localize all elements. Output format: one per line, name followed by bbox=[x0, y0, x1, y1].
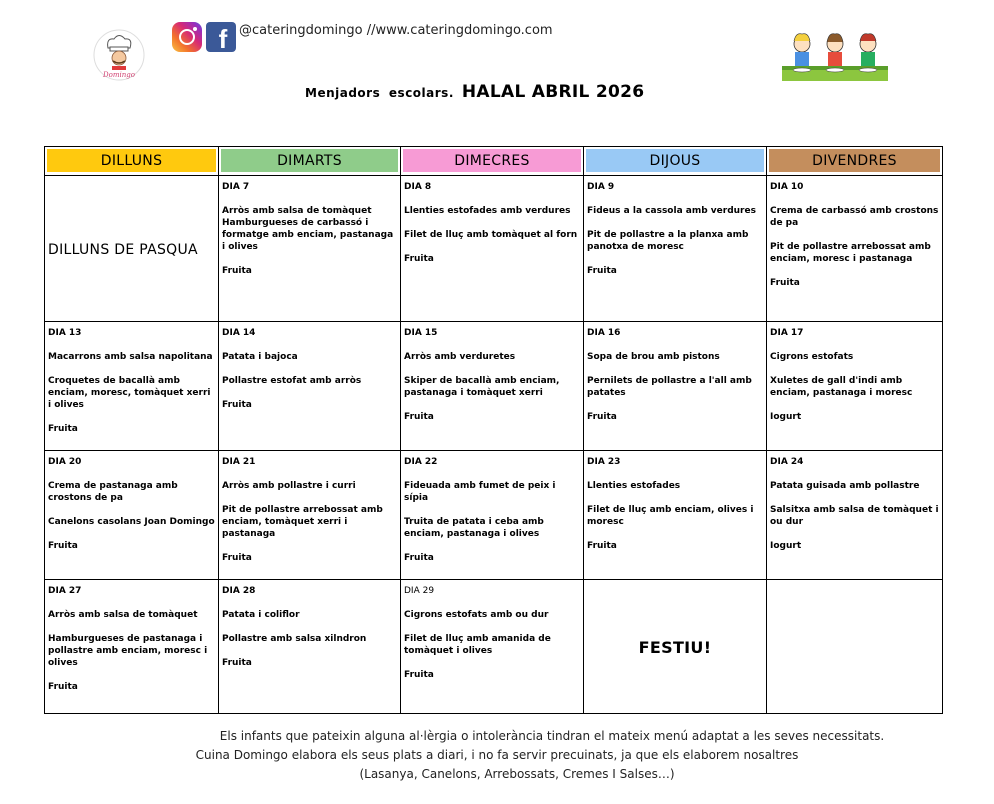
dish: Skiper de bacallà amb enciam, pastanaga i tomàquet xerri bbox=[404, 376, 560, 398]
day-number: DIA 16 bbox=[587, 328, 621, 338]
weekday-monday: DILLUNS bbox=[47, 149, 216, 172]
day-cell bbox=[401, 451, 584, 580]
dish: Fruita bbox=[48, 682, 78, 692]
dish: Fruita bbox=[404, 254, 434, 264]
week-row bbox=[45, 580, 943, 714]
dish: Fruita bbox=[587, 412, 617, 422]
dish: Fruita bbox=[404, 670, 434, 680]
day-number: DIA 9 bbox=[587, 182, 615, 192]
dish: Croquetes de bacallà amb enciam, moresc, tomàquet xerri i olives bbox=[48, 376, 211, 410]
dish: Hamburgueses de pastanaga i pollastre amb enciam, moresc i olives bbox=[48, 634, 208, 668]
day-number: DIA 23 bbox=[587, 457, 621, 467]
dish: Hamburgueses de carbassó i formatge amb enciam, pastanaga i olives bbox=[222, 218, 394, 252]
dish: Xuletes de gall d'indi amb enciam, pastanaga i moresc bbox=[770, 376, 913, 398]
weekday-thursday: DIJOUS bbox=[586, 149, 764, 172]
day-number: DIA 21 bbox=[222, 457, 256, 467]
dish: Fruita bbox=[770, 278, 800, 288]
day-number: DIA 13 bbox=[48, 328, 82, 338]
day-cell-empty bbox=[767, 580, 943, 714]
dish: Crema de pastanaga amb crostons de pa bbox=[48, 481, 178, 503]
dish: Fruita bbox=[48, 424, 78, 434]
contact-handle[interactable]: @cateringdomingo //www.cateringdomingo.com bbox=[239, 22, 553, 38]
holiday-label: DILLUNS DE PASQUA bbox=[48, 241, 198, 258]
dish: Fruita bbox=[222, 400, 252, 410]
day-cell bbox=[401, 580, 584, 714]
dish: Fruita bbox=[222, 266, 252, 276]
day-cell bbox=[45, 322, 219, 451]
dish: Iogurt bbox=[770, 412, 802, 422]
dish: Fruita bbox=[587, 266, 617, 276]
day-number: DIA 14 bbox=[222, 328, 256, 338]
dish: Llenties estofades bbox=[587, 481, 681, 491]
day-cell bbox=[401, 176, 584, 322]
dish: Fruita bbox=[48, 541, 78, 551]
dish: Patata i bajoca bbox=[222, 352, 298, 362]
dish: Macarrons amb salsa napolitana bbox=[48, 352, 213, 362]
dish: Llenties estofades amb verdures bbox=[404, 206, 571, 216]
day-cell bbox=[584, 176, 767, 322]
dish: Pernilets de pollastre a l'all amb patates bbox=[587, 376, 752, 398]
weekday-friday: DIVENDRES bbox=[769, 149, 940, 172]
dish: Fruita bbox=[587, 541, 617, 551]
dish: Fideuada amb fumet de peix i sípia bbox=[404, 481, 556, 503]
svg-text:Domingo: Domingo bbox=[103, 71, 135, 79]
day-cell-special bbox=[45, 176, 219, 322]
day-cell bbox=[401, 322, 584, 451]
kids-illustration bbox=[780, 26, 890, 82]
holiday-label: FESTIU! bbox=[638, 638, 712, 657]
facebook-icon[interactable]: f bbox=[206, 22, 236, 52]
dish: Fideus a la cassola amb verdures bbox=[587, 206, 756, 216]
day-cell bbox=[219, 451, 401, 580]
day-number: DIA 17 bbox=[770, 328, 804, 338]
menu-table bbox=[44, 146, 943, 714]
dish: Truita de patata i ceba amb enciam, pastanaga i olives bbox=[404, 517, 544, 539]
day-number: DIA 22 bbox=[404, 457, 438, 467]
day-cell bbox=[219, 176, 401, 322]
dish: Filet de lluç amb enciam, olives i moresc bbox=[587, 505, 754, 527]
dish: Arròs amb salsa de tomàquet bbox=[48, 610, 198, 620]
dish: Pit de pollastre a la planxa amb panotxa de moresc bbox=[587, 230, 749, 252]
day-number: DIA 28 bbox=[222, 586, 256, 596]
dish: Canelons casolans Joan Domingo bbox=[48, 517, 215, 527]
allergy-note: Els infants que pateixin alguna al·lèrgia o intolerància tindran el mateix menú adaptat a les seves necessitats. bbox=[219, 729, 885, 743]
dish: Cigrons estofats amb ou dur bbox=[404, 610, 549, 620]
dish: Pollastre amb salsa xilndron bbox=[222, 634, 367, 644]
dish: Salsitxa amb salsa de tomàquet i ou dur bbox=[770, 505, 939, 527]
day-cell bbox=[767, 176, 943, 322]
title-main: HALAL ABRIL 2026 bbox=[461, 82, 645, 102]
dish: Arròs amb salsa de tomàquet bbox=[222, 206, 372, 216]
dish: Crema de carbassó amb crostons de pa bbox=[770, 206, 939, 228]
dish: Patata i coliflor bbox=[222, 610, 300, 620]
dish: Fruita bbox=[404, 412, 434, 422]
day-number: DIA 10 bbox=[770, 182, 804, 192]
day-cell bbox=[219, 580, 401, 714]
footer-notes bbox=[0, 727, 994, 784]
day-number: DIA 8 bbox=[404, 182, 432, 192]
dish: Fruita bbox=[222, 553, 252, 563]
page-title bbox=[305, 82, 644, 102]
weekday-wednesday: DIMECRES bbox=[403, 149, 581, 172]
week-row bbox=[45, 451, 943, 580]
dish: Arròs amb pollastre i curri bbox=[222, 481, 356, 491]
instagram-icon[interactable] bbox=[172, 22, 202, 52]
day-cell bbox=[45, 451, 219, 580]
title-prefix: Menjadors escolars. bbox=[305, 86, 454, 100]
day-cell-special bbox=[584, 580, 767, 714]
day-cell bbox=[767, 322, 943, 451]
weekday-header-row bbox=[45, 147, 943, 176]
week-row bbox=[45, 176, 943, 322]
day-cell bbox=[767, 451, 943, 580]
dish: Filet de lluç amb amanida de tomàquet i olives bbox=[404, 634, 551, 656]
dish: Patata guisada amb pollastre bbox=[770, 481, 920, 491]
day-number: DIA 15 bbox=[404, 328, 438, 338]
day-number: DIA 20 bbox=[48, 457, 82, 467]
homemade-note: Cuina Domingo elabora els seus plats a diari, i no fa servir precuinats, ja que els elaborem nosaltres bbox=[195, 748, 799, 762]
day-number: DIA 24 bbox=[770, 457, 804, 467]
dish: Cigrons estofats bbox=[770, 352, 854, 362]
day-cell bbox=[584, 451, 767, 580]
dish: Arròs amb verduretes bbox=[404, 352, 516, 362]
day-cell bbox=[584, 322, 767, 451]
dish: Pollastre estofat amb arròs bbox=[222, 376, 362, 386]
dish: Sopa de brou amb pistons bbox=[587, 352, 720, 362]
weekday-tuesday: DIMARTS bbox=[221, 149, 398, 172]
dish: Filet de lluç amb tomàquet al forn bbox=[404, 230, 578, 240]
dish: Fruita bbox=[404, 553, 434, 563]
day-number: DIA 27 bbox=[48, 586, 82, 596]
dish: Fruita bbox=[222, 658, 252, 668]
social-links bbox=[172, 22, 553, 52]
catering-domingo-logo bbox=[92, 28, 146, 82]
dish: Iogurt bbox=[770, 541, 802, 551]
homemade-examples: (Lasanya, Canelons, Arrebossats, Cremes I Salses…) bbox=[359, 767, 675, 781]
week-row bbox=[45, 322, 943, 451]
dish: Pit de pollastre arrebossat amb enciam, tomàquet xerri i pastanaga bbox=[222, 505, 383, 539]
dish: Pit de pollastre arrebossat amb enciam, moresc i pastanaga bbox=[770, 242, 931, 264]
day-number: DIA 29 bbox=[404, 586, 435, 596]
day-cell bbox=[45, 580, 219, 714]
day-number: DIA 7 bbox=[222, 182, 250, 192]
day-cell bbox=[219, 322, 401, 451]
